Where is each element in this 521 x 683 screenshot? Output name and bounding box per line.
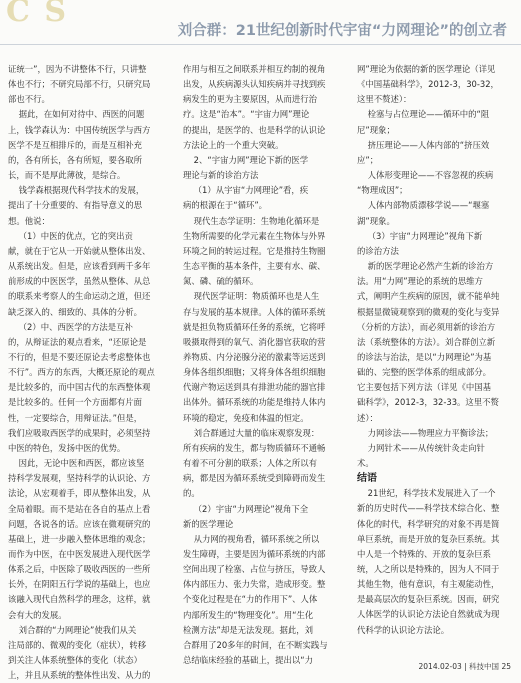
text-line: 吸摄取得到的氧气、消化器官获取的营 (183, 336, 326, 347)
text-line: 术。 (357, 458, 374, 469)
text-line: 所有疾病的发生，都与物质循环不通畅 (183, 442, 326, 453)
text-column-2 (183, 62, 339, 666)
text-line: 尼”现象； (357, 124, 395, 135)
text-line: 体内部压力、张力失常，造成形变。整 (183, 579, 326, 590)
text-line: 该融入现代自然科学的理念，这样，就 (8, 594, 151, 605)
text-line: 础的、完整的医学体系的组成部分。 (357, 367, 491, 378)
text-line: 的，从辩证法的观点看来，“还原论是 (8, 336, 147, 347)
text-line: 想。他说： (8, 215, 50, 226)
text-line: （1）中医的优点，它的突出贡 (8, 230, 133, 241)
text-line: 证统一”，因为不讲整体不行，只讲整 (8, 64, 147, 74)
text-line: 生态平衡的基本条件，主要有水、碳、 (183, 261, 326, 272)
text-line: 病发生的更为主要原因，从而进行治 (183, 94, 317, 105)
text-line: 是比较多的，而中国古代的东西整体观 (8, 382, 151, 393)
text-line: 性，一定要综合，用辩证法。”但是， (8, 412, 143, 423)
text-line: 会有大的发展。 (8, 609, 67, 620)
text-line: 的，各有所长，各有所短，要各取所 (8, 154, 142, 165)
text-line: 出体外。循环系统的功能是维持人体内 (183, 397, 326, 408)
text-line: 病，都是因为循环系统受到障碍而发生 (183, 473, 326, 484)
text-line: 其他生物，他有意识，有主观能动性， (357, 579, 500, 590)
text-line: （1）从宇宙“力网理论”看，疾 (183, 185, 309, 196)
text-line: 存与发展的基本规律。人体的循环系统 (183, 306, 326, 317)
text-line: 的诊治方法 (357, 245, 399, 256)
text-line: 到关注人体系统整体的变化（状态） (8, 655, 142, 666)
text-line: 注局部的、微观的变化（症状），转移 (8, 639, 147, 650)
text-line: 新的医学理论必然产生新的诊治方 (357, 261, 494, 272)
text-line: 合群用了20多年的时间，在不断实践与 (183, 639, 328, 650)
text-line: 代谢产物运送到具有排泄功能的器官排 (183, 382, 326, 393)
text-line: 因此，无论中医和西医，都应该坚 (8, 458, 145, 469)
text-line: 中医的特色，发扬中医的优势。 (8, 442, 126, 453)
text-line: 根据显微镜观察到的微观的变化与变异 (357, 306, 500, 317)
text-line: 人体医学的认识论方法论自然就成为现 (357, 609, 500, 620)
text-line: 法（系统整体的方法）。刘合群创立新 (357, 336, 496, 347)
text-line: 人体内部物质漂移学说——“堰塞 (357, 200, 490, 211)
text-line: 病的根源在于“循环”。 (183, 200, 268, 211)
text-line: 从系统出发。但是，应该看到两千多年 (8, 261, 151, 272)
text-line: 21世纪，科学技术发展进入了一个 (357, 488, 496, 499)
text-line: 体化的时代，科学研究的对象不再是简 (357, 518, 500, 529)
page-header (0, 0, 521, 44)
text-line: 述）： (357, 412, 378, 423)
text-line: 法论，从宏观着手，即从整体出发，从 (8, 488, 151, 499)
text-line: “物理成因”； (357, 185, 408, 196)
text-line: 养物质、内分泌腺分泌的激素等运送到 (183, 351, 326, 362)
text-line: 是比较多的。任何一个方面都有片面 (8, 397, 142, 408)
text-line: 提出了十分重要的、有指导意义的思 (8, 200, 142, 211)
text-line: 体系之后，中医除了吸收西医的一些所 (8, 564, 151, 575)
text-column-1 (8, 62, 164, 681)
text-line: 而作为中医，在中医发展进入现代医学 (8, 549, 151, 559)
text-line: 问题，各说各的话。应该在微观研究的 (8, 518, 151, 529)
text-line: 的。 (183, 488, 200, 499)
text-line: （2）宇宙“力网理论”视角下全 (183, 503, 309, 514)
page-footer-issue-and-page: 2014.02-03 | 科技中国 25 (418, 662, 511, 671)
text-line: 环境之间的转运过程。它是推持生物圈 (183, 245, 326, 256)
text-line: 统，人之所以是特殊的，因为人不同于 (357, 564, 500, 574)
text-line: 础科学》，2012-3，32-33。这里不赘 (357, 397, 499, 408)
text-line: 钱学森根据现代科学技术的发展， (8, 185, 145, 196)
text-line: 个变化过程是在“力的作用下”、人体 (183, 594, 318, 605)
text-line: 力网针术——从传统针灸走向针 (357, 442, 485, 453)
text-line: 发生障碍，主要是因为循环系统的内部 (183, 549, 326, 559)
magazine-logo-mark: C S (6, 0, 68, 29)
text-line: 上，钱学森认为：中国传统医学与西方 (8, 124, 151, 135)
text-line: 部也不行。 (8, 94, 50, 105)
text-line: 力网诊法——物理应力平衡诊法； (357, 427, 494, 438)
text-line: 它主要包括下列方法（详见《中国基 (357, 382, 491, 393)
text-line: 氮、磷、硫的循环。 (183, 276, 259, 287)
section-heading-conclusion: 结语 (357, 473, 377, 485)
text-line: 不行的，但是不要还原论去考虑整体也 (8, 351, 151, 362)
text-line: 生物所需要的化学元素在生物体与外界 (183, 230, 326, 241)
text-line: 体也不行；不研究局部不行，只研究局 (8, 79, 151, 90)
text-line: 栓塞与占位理论——循环中的“阻 (357, 109, 490, 120)
text-line: 代科学的认识论方法论。 (357, 624, 450, 635)
text-line: 缺乏深入的、细致的、具体的分析。 (8, 306, 142, 317)
text-line: 据此，在如何对待中、西医的问题 (8, 109, 145, 120)
text-line: 基础上，进一步融入整体思维的观念； (8, 533, 151, 544)
text-line: 新的历史时代——科学技术综合化、整 (357, 503, 500, 514)
text-line: 全局着眼。而不是站在各自的基点上看 (8, 503, 151, 514)
text-line: 持科学发展观，坚持科学的认识论、方 (8, 473, 151, 484)
text-line: 前形成的中医医学，虽然从整体、从总 (8, 276, 151, 287)
header-divider (0, 44, 521, 45)
text-line: 长，而不是厚此薄彼，是综合。 (8, 170, 126, 181)
text-line: 是最高层次的复杂巨系统。因而，研究 (357, 594, 500, 605)
text-line: 理论与新的诊治方法 (183, 170, 259, 181)
text-line: 新的医学理论 (183, 518, 234, 529)
text-line: 刘合群通过大量的临床观察发现： (183, 427, 320, 438)
text-line: （2）中、西医学的方法是互补 (8, 321, 133, 332)
text-line: 人体形变理论——不容忽视的疾病 (357, 170, 494, 181)
text-line: 的诊法与治法，是以“力网理论”为基 (357, 351, 492, 362)
text-line: 现代医学证明：物质循环也是人生 (183, 291, 320, 302)
text-line: 就是担负物质循环任务的系统，它将呼 (183, 321, 326, 332)
text-line: 上，并且从系统的整体性出发、从力的 (8, 670, 151, 681)
text-line: 现代生态学证明：生物地化循环是 (183, 215, 320, 226)
text-line: （分析的方法），而必须用新的诊治方 (357, 321, 496, 332)
text-line: 身体各组织细胞；又将身体各组织细胞 (183, 367, 326, 378)
article-running-title: 刘合群：21世纪创新时代宇宙“力网理论”的创立者 (177, 23, 507, 39)
text-line: 的提出，是医学的、也是科学的认识论 (183, 124, 326, 135)
text-line: 疗。这是“治本”。“宇宙力网”理论 (183, 109, 310, 120)
text-line: 挤压理论——人体内部的“挤压效 (357, 139, 490, 150)
text-line: 内部所发生的“物理变化”。用“生化 (183, 609, 314, 620)
text-line: 我们应吸取西医学的成果时，必须坚持 (8, 427, 151, 438)
text-line: 《中国基础科学》，2012-3，30-32， (357, 79, 499, 90)
text-line: 这里不赘述）： (357, 94, 412, 105)
text-line: 方法论上的一个重大突破。 (183, 139, 284, 150)
text-line: （3）宇宙“力网理论”视角下新 (357, 230, 483, 241)
text-line: 应”； (357, 154, 379, 165)
text-line: 总结临床经验的基础上，提出以“力 (183, 655, 313, 666)
text-line: 从力网的视角看，循环系统之所以 (183, 533, 320, 544)
text-line: 刘合群的“力网理论”使我们从关 (8, 624, 137, 635)
text-line: 作用与相互之间联系并相互约制的视角 (183, 64, 326, 74)
text-line: 式，阐明产生疾病的原因，就不能单纯 (357, 291, 500, 302)
text-line: 环境的稳定，免疫和体温的恒定。 (183, 412, 309, 423)
text-line: 有着不可分割的联系；人体之所以有 (183, 458, 317, 469)
text-line: 医学不是互相排斥的，而是互相补充 (8, 139, 142, 150)
text-line: 湖”现象。 (357, 215, 395, 226)
text-line: 单巨系统，而是开放的复杂巨系统。其 (357, 533, 500, 544)
text-line: 长外，在阴阳五行学说的基础上，也应 (8, 579, 151, 590)
text-line: 2、“宇宙力网”理论下新的医学 (183, 154, 309, 165)
text-line: 献，就在于它从一开始就从整体出发、 (8, 245, 151, 256)
text-line: 中人是一个特殊的、开放的复杂巨系 (357, 548, 491, 559)
text-line: 网”理论为依据的新的医学理论（详见 (357, 64, 496, 74)
text-line: 的联系来考察人的生命运动之道，但还 (8, 291, 151, 302)
text-column-3 (357, 62, 513, 652)
text-line: 不行”。西方的东西，大概还原论的观点 (8, 367, 155, 378)
text-line: 法。用“力网”理论的系统的思维方 (357, 276, 483, 287)
text-line: 检测方法”却是无法发现。据此，刘 (183, 624, 313, 635)
text-line: 空间出现了栓塞、占位与挤压，导致人 (183, 564, 326, 575)
text-line: 出发，从疾病源头认知疾病并寻找到疾 (183, 79, 326, 90)
